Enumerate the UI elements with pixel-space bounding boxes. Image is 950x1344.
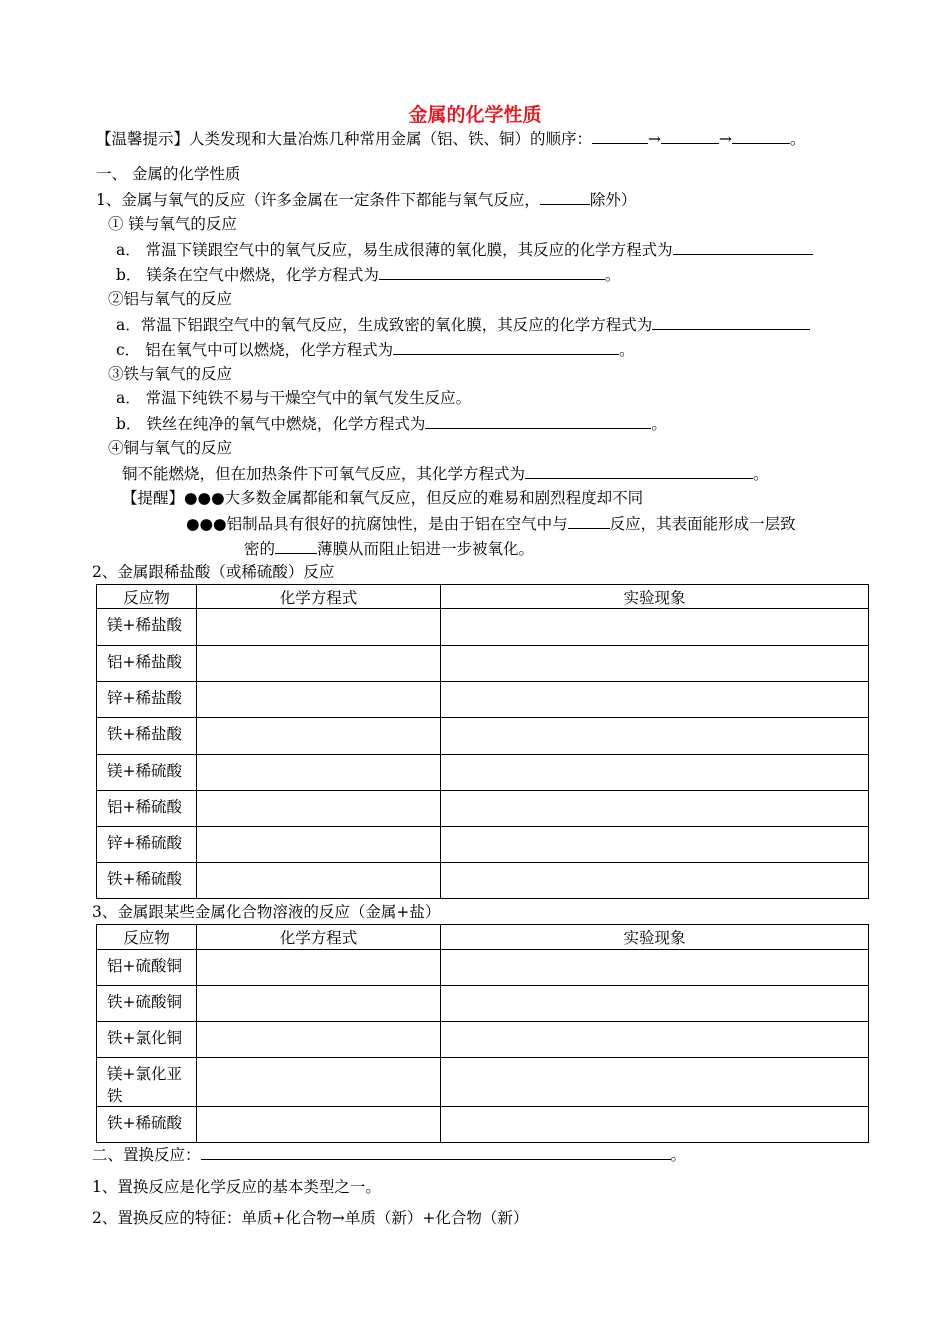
phenomenon-cell[interactable] bbox=[441, 986, 869, 1022]
mg-a bbox=[116, 239, 813, 260]
phenomenon-cell[interactable] bbox=[441, 863, 869, 899]
equation-cell[interactable] bbox=[197, 1058, 441, 1107]
fe-a: a． 常温下纯铁不易与干燥空气中的氧气发生反应。 bbox=[116, 389, 472, 407]
fe-b-end: 。 bbox=[651, 415, 667, 433]
al-c-end: 。 bbox=[619, 341, 635, 359]
remind-2 bbox=[186, 513, 796, 534]
reactant-cell: 镁+稀硫酸 bbox=[97, 755, 197, 791]
table-row bbox=[97, 1058, 869, 1107]
equation-cell[interactable] bbox=[197, 609, 441, 646]
para-oxygen-text: 1、金属与氧气的反应（许多金属在一定条件下都能与氧气反应， bbox=[96, 191, 540, 209]
salt-heading: 3、金属跟某些金属化合物溶液的反应（金属+盐） bbox=[92, 903, 441, 921]
equation-cell[interactable] bbox=[197, 682, 441, 718]
table-row bbox=[97, 863, 869, 899]
table-row bbox=[97, 791, 869, 827]
tip-end: 。 bbox=[790, 130, 806, 148]
equation-cell[interactable] bbox=[197, 1022, 441, 1058]
mg-b-end: 。 bbox=[604, 266, 621, 284]
reactant-cell: 铁+氯化铜 bbox=[97, 1022, 197, 1058]
table-row bbox=[97, 609, 869, 646]
equation-cell[interactable] bbox=[197, 718, 441, 755]
blank-al-a[interactable] bbox=[652, 314, 810, 330]
table-row bbox=[97, 950, 869, 986]
remind-1 bbox=[122, 488, 643, 508]
blank-remind-2[interactable] bbox=[275, 538, 317, 554]
cu-text bbox=[122, 463, 769, 484]
bullet-icon: ●●● bbox=[184, 489, 225, 507]
displacement-heading bbox=[92, 1144, 686, 1165]
acid-table bbox=[96, 584, 869, 899]
mg-b-text: b． 镁条在空气中燃烧，化学方程式为 bbox=[116, 266, 379, 284]
page-title: 金属的化学性质 bbox=[408, 104, 542, 126]
displacement-p2: 2、置换反应的特征：单质+化合物→单质（新）+化合物（新） bbox=[92, 1209, 529, 1227]
reactant-cell: 铝+稀盐酸 bbox=[97, 646, 197, 682]
acid-heading: 2、金属跟稀盐酸（或稀硫酸）反应 bbox=[92, 563, 335, 581]
table-row bbox=[97, 1022, 869, 1058]
phenomenon-cell[interactable] bbox=[441, 718, 869, 755]
table-row bbox=[97, 755, 869, 791]
reactant-cell: 镁+氯化亚铁 bbox=[97, 1058, 197, 1107]
equation-cell[interactable] bbox=[197, 1107, 441, 1143]
header-reactant: 反应物 bbox=[97, 925, 197, 950]
equation-cell[interactable] bbox=[197, 986, 441, 1022]
table-row bbox=[97, 682, 869, 718]
reactant-cell: 镁+稀盐酸 bbox=[97, 609, 197, 646]
remind-1-text: 大多数金属都能和氧气反应，但反应的难易和剧烈程度却不同 bbox=[224, 489, 644, 507]
table-row bbox=[97, 986, 869, 1022]
phenomenon-cell[interactable] bbox=[441, 791, 869, 827]
table-header-row bbox=[97, 925, 869, 950]
blank-al-c[interactable] bbox=[393, 339, 619, 355]
fe-b-text: b． 铁丝在纯净的氧气中燃烧，化学方程式为 bbox=[116, 415, 426, 433]
al-title: ②铝与氧气的反应 bbox=[108, 290, 233, 308]
tip-line bbox=[96, 128, 806, 149]
reactant-cell: 铁+稀盐酸 bbox=[97, 718, 197, 755]
phenomenon-cell[interactable] bbox=[441, 609, 869, 646]
arrow-icon: → bbox=[719, 130, 733, 148]
salt-table bbox=[96, 924, 869, 1143]
equation-cell[interactable] bbox=[197, 950, 441, 986]
header-equation: 化学方程式 bbox=[197, 585, 441, 609]
phenomenon-cell[interactable] bbox=[441, 682, 869, 718]
remind-label: 【提醒】 bbox=[122, 489, 185, 507]
fe-title: ③铁与氧气的反应 bbox=[108, 365, 233, 383]
equation-cell[interactable] bbox=[197, 755, 441, 791]
reactant-cell: 锌+稀盐酸 bbox=[97, 682, 197, 718]
bullet-icon: ●●● bbox=[186, 515, 227, 533]
table-row bbox=[97, 827, 869, 863]
al-c bbox=[116, 339, 635, 360]
equation-cell[interactable] bbox=[197, 791, 441, 827]
reactant-cell: 铝+硫酸铜 bbox=[97, 950, 197, 986]
mg-title: ① 镁与氧气的反应 bbox=[108, 215, 237, 233]
reactant-cell: 铝+稀硫酸 bbox=[97, 791, 197, 827]
reactant-cell: 铁+硫酸铜 bbox=[97, 986, 197, 1022]
tip-label: 【温馨提示】 bbox=[96, 130, 190, 148]
table-row bbox=[97, 718, 869, 755]
remind-3 bbox=[244, 538, 534, 559]
table-row bbox=[97, 646, 869, 682]
phenomenon-cell[interactable] bbox=[441, 1022, 869, 1058]
header-phenomenon: 实验现象 bbox=[441, 585, 869, 609]
blank-cu[interactable] bbox=[525, 463, 753, 479]
blank-remind-1[interactable] bbox=[568, 513, 610, 529]
blank-order-2[interactable] bbox=[661, 128, 719, 144]
equation-cell[interactable] bbox=[197, 646, 441, 682]
displacement-heading-end: 。 bbox=[670, 1146, 687, 1164]
para-oxygen bbox=[96, 189, 636, 210]
phenomenon-cell[interactable] bbox=[441, 1107, 869, 1143]
table-header-row bbox=[97, 585, 869, 609]
cu-title: ④铜与氧气的反应 bbox=[108, 439, 233, 457]
blank-mg-a[interactable] bbox=[673, 239, 813, 255]
phenomenon-cell[interactable] bbox=[441, 646, 869, 682]
fe-b bbox=[116, 413, 667, 434]
phenomenon-cell[interactable] bbox=[441, 1058, 869, 1107]
phenomenon-cell[interactable] bbox=[441, 827, 869, 863]
reactant-cell: 铁+稀硫酸 bbox=[97, 1107, 197, 1143]
remind-2-text-a: 铝制品具有很好的抗腐蚀性，是由于铝在空气中与 bbox=[226, 515, 568, 533]
header-equation: 化学方程式 bbox=[197, 925, 441, 950]
reactant-cell: 铁+稀硫酸 bbox=[97, 863, 197, 899]
equation-cell[interactable] bbox=[197, 827, 441, 863]
blank-order-3[interactable] bbox=[732, 128, 790, 144]
remind-2-text-b: 反应，其表面能形成一层致 bbox=[609, 515, 796, 533]
phenomenon-cell[interactable] bbox=[441, 755, 869, 791]
cu-text-main: 铜不能燃烧，但在加热条件下可氧气反应，其化学方程式为 bbox=[122, 465, 526, 483]
mg-b bbox=[116, 264, 620, 285]
al-a bbox=[116, 314, 810, 335]
tip-text: 人类发现和大量冶炼几种常用金属（铝、铁、铜）的顺序： bbox=[189, 130, 593, 148]
blank-order-1[interactable] bbox=[592, 128, 648, 144]
table-row bbox=[97, 1107, 869, 1143]
al-c-text: c． 铝在氧气中可以燃烧，化学方程式为 bbox=[116, 341, 394, 359]
displacement-p1: 1、置换反应是化学反应的基本类型之一。 bbox=[92, 1178, 381, 1196]
equation-cell[interactable] bbox=[197, 863, 441, 899]
displacement-heading-text: 二、置换反应： bbox=[92, 1146, 201, 1164]
header-reactant: 反应物 bbox=[97, 585, 197, 609]
blank-fe-b[interactable] bbox=[425, 413, 651, 429]
phenomenon-cell[interactable] bbox=[441, 950, 869, 986]
remind-3-text-b: 薄膜从而阻止铝进一步被氧化。 bbox=[317, 540, 535, 558]
remind-3-text-a: 密的 bbox=[244, 540, 276, 558]
section-heading: 一、 金属的化学性质 bbox=[96, 165, 241, 183]
mg-a-text: a． 常温下镁跟空气中的氧气反应，易生成很薄的氧化膜，其反应的化学方程式为 bbox=[116, 241, 673, 259]
reactant-cell: 锌+稀硫酸 bbox=[97, 827, 197, 863]
blank-except[interactable] bbox=[540, 189, 590, 205]
header-phenomenon: 实验现象 bbox=[441, 925, 869, 950]
al-a-text: a．常温下铝跟空气中的氧气反应，生成致密的氧化膜，其反应的化学方程式为 bbox=[116, 316, 653, 334]
blank-mg-b[interactable] bbox=[379, 264, 605, 280]
arrow-icon: → bbox=[648, 130, 662, 148]
blank-displacement[interactable] bbox=[201, 1144, 671, 1160]
cu-end: 。 bbox=[753, 465, 769, 483]
para-oxygen-after: 除外） bbox=[589, 191, 637, 209]
